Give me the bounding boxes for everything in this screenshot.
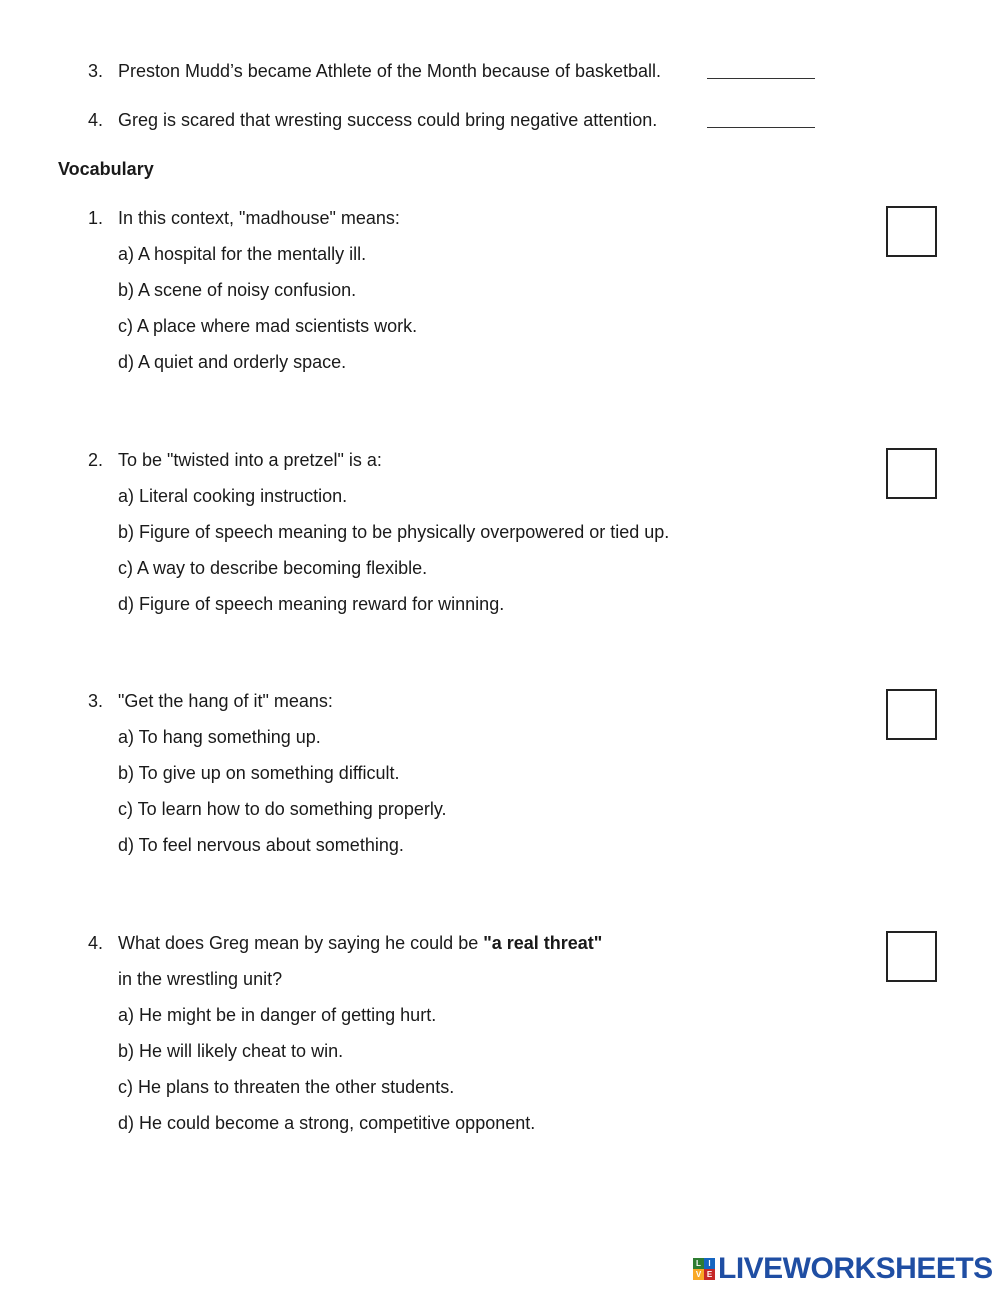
vocab-q4-option-d: d) He could become a strong, competitive opponent.: [118, 1113, 536, 1133]
tf-item-4-number: 4.: [88, 110, 104, 130]
vocab-q1-option-b: b) A scene of noisy confusion.: [118, 280, 357, 300]
vocabulary-heading: Vocabulary: [58, 159, 154, 179]
vocab-q4-option-a: a) He might be in danger of getting hurt.: [118, 1005, 437, 1025]
vocab-q2-option-d: d) Figure of speech meaning reward for winning.: [118, 594, 505, 614]
vocab-q4-prompt-bold: "a real threat": [483, 933, 603, 953]
vocab-q3-prompt: "Get the hang of it" means:: [118, 691, 333, 711]
vocab-q4-number: 4.: [88, 933, 104, 953]
logo-text: LIVEWORKSHEETS: [718, 1252, 993, 1285]
logo-mark-letter: L: [693, 1258, 704, 1269]
vocab-q4-option-c: c) He plans to threaten the other students.: [118, 1077, 455, 1097]
tf-item-3-number: 3.: [88, 61, 104, 81]
vocab-q1-number: 1.: [88, 208, 104, 228]
logo-mark-letter: V: [693, 1269, 704, 1280]
vocab-q3-option-c: c) To learn how to do something properly.: [118, 799, 447, 819]
tf-item-3-answer-blank[interactable]: [707, 78, 815, 79]
vocab-q3-option-b: b) To give up on something difficult.: [118, 763, 400, 783]
liveworksheets-mark-icon: [693, 1258, 715, 1280]
tf-item-4-answer-blank[interactable]: [707, 127, 815, 128]
vocab-q2-answer-box[interactable]: [886, 448, 937, 499]
vocab-q2-option-c: c) A way to describe becoming flexible.: [118, 558, 428, 578]
vocab-q3-option-d: d) To feel nervous about something.: [118, 835, 404, 855]
vocab-q4-answer-box[interactable]: [886, 931, 937, 982]
vocab-q1-answer-box[interactable]: [886, 206, 937, 257]
vocab-q1-option-c: c) A place where mad scientists work.: [118, 316, 418, 336]
vocab-q2-number: 2.: [88, 450, 104, 470]
tf-item-3-text: Preston Mudd’s became Athlete of the Month because of basketball.: [118, 61, 662, 81]
liveworksheets-logo: [693, 1253, 993, 1285]
vocab-q1-option-a: a) A hospital for the mentally ill.: [118, 244, 367, 264]
vocab-q1-prompt: In this context, "madhouse" means:: [118, 208, 400, 228]
vocab-q4-prompt: [118, 933, 602, 954]
vocab-q4-option-b: b) He will likely cheat to win.: [118, 1041, 344, 1061]
vocab-q2-option-b: b) Figure of speech meaning to be physically overpowered or tied up.: [118, 522, 670, 542]
vocab-q1-option-d: d) A quiet and orderly space.: [118, 352, 347, 372]
vocab-q3-option-a: a) To hang something up.: [118, 727, 321, 747]
vocab-q4-prompt-line2: in the wrestling unit?: [118, 969, 283, 989]
vocab-q2-prompt: To be "twisted into a pretzel" is a:: [118, 450, 382, 470]
tf-item-4-text: Greg is scared that wresting success could bring negative attention.: [118, 110, 658, 130]
vocab-q3-number: 3.: [88, 691, 104, 711]
vocab-q2-option-a: a) Literal cooking instruction.: [118, 486, 348, 506]
logo-mark-letter: I: [704, 1258, 715, 1269]
logo-mark-letter: E: [704, 1269, 715, 1280]
vocab-q4-prompt-start: What does Greg mean by saying he could be: [118, 933, 484, 953]
vocab-q3-answer-box[interactable]: [886, 689, 937, 740]
